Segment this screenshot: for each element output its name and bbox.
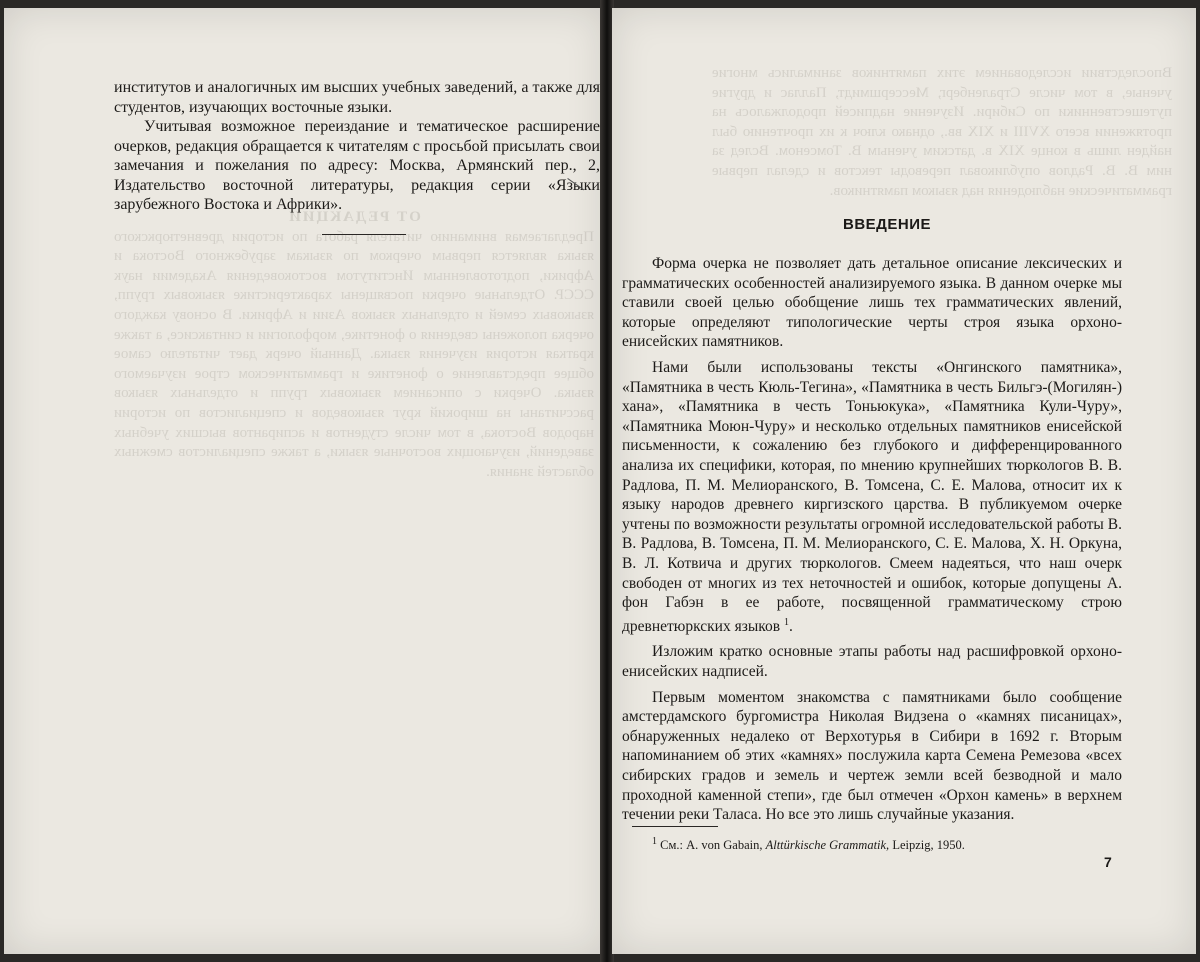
show-through-text: ОТ РЕДАКЦИИ Предлагаемая вниманию читателя работа по истории древнетюркского языка является первым очерком по языкам зарубежного Востока и Африки, подготовленным Институтом востоковедения Академии наук СССР. Отдельные очерки посвящены характеристике языковых групп, языковых семей и отдельных языков Азии и Африки. В основу каждого очерка положены сведения о фонетике, морфологии и синтаксисе, а также краткая история изучения языка. Данный очерк дает читателю самое общее представление о фонетике и грамматическом строе изучаемого языка. Очерки с описанием языковых групп и отдельных языков рассчитаны на широкий круг языковедов и специалистов по истории народов Востока, в том числе студентов и аспирантов высших учебных заведений, изучающих восточные языки, а также специалистов смежных областей знания. xyxy=(114,209,594,480)
section-divider xyxy=(322,234,406,235)
footnote-marker: 1 xyxy=(652,836,657,847)
left-paragraph: Учитывая возможное переиздание и тематическое расширение очерков, редакция обращается к читателям с просьбой присылать свои замечания и пожелания по адресу: Москва, Армянский пер., 2, Издательство восточной литературы, редакция серии «Языки зарубежного Востока и Африки». xyxy=(114,118,600,213)
right-page-text xyxy=(622,254,1122,831)
right-paragraph: Изложим кратко основные этапы работы над расшифровкой орхоно-енисейских надписей. xyxy=(622,643,1122,681)
right-page xyxy=(612,8,1196,954)
left-page xyxy=(4,8,604,954)
show-through-text: Впоследствии исследованием этих памятников занимались многие ученые, в том числе Страленберг, Мессершмидт, Паллас и другие путешественники по Сибири. Изучение надписей продолжалось на протяжении всего XVIII и XIX вв., однако ключ к их прочтению был найден лишь в конце XIX в. датским ученым В. Томсеном. Вслед за ним В. В. Радлов опубликовал переводы текстов и сделал первые грамматические наблюдения над языком памятников. xyxy=(712,65,1172,199)
page-number: 7 xyxy=(1104,854,1112,870)
left-page-text xyxy=(114,78,600,215)
right-paragraph: Нами были использованы тексты «Онгинского памятника», «Памятника в честь Кюль-Тегина», «Памятника в честь Бильгэ-(Могилян-) хана», «Памятника в честь Тоньюкука», «Памятника Кули-Чуру», «Памятника Моюн-Чуру» и несколько отдельных памятников енисейской письменности, к сожалению без глубокого и дифференцированного анализа их специфики, которая, по мнению крупнейших тюркологов В. В. Радлова, П. М. Мелиоранского, В. Томсена, С. Е. Малова, относит их к языку народов древнего киргизского царства. В публикуемом очерке учтены по возможности результаты огромной исследовательской работы В. В. Радлова, В. Томсена, П. М. Мелиоранского, С. Е. Малова, Х. Н. Оркуна, В. Л. Котвича и других тюркологов. Смеем надеяться, что наш очерк свободен от многих из тех неточностей и ошибок, которые допущены А. фон Габэн в ее работе, посвященной грамматическому строю древнетюркских языков $^1$. xyxy=(622,358,1122,635)
footnote-reference: 1 xyxy=(783,616,789,628)
footnote-tail: Leipzig, 1950. xyxy=(892,838,965,853)
right-paragraph: Первым моментом знакомства с памятниками было сообщение амстердамского бургомистра Николая Видзена о «камнях писаницах», обнаруженных недалеко от Верхотурья в Сибири в 1692 г. Вторым напоминанием об этих «камнях» послужила карта Семена Ремезова «всех сибирских градов и земель и чертеж земли всей безводной и мало проходной каменной степи», где был отмечен «Орхон камень» в верхнем течении реки Таласа. Но все это лишь случайные указания. xyxy=(622,688,1122,824)
right-paragraph-text: Нами были использованы тексты «Онгинского памятника», «Памятника в честь Кюль-Тегина», «Памятника в честь Бильгэ-(Могилян-) хана», «Памятника в честь Тоньюкука», «Памятника Кули-Чуру», «Памятника Моюн-Чуру» и несколько отдельных памятников енисейской письменности, к сожалению без глубокого и дифференцированного анализа их специфики, которая, по мнению крупнейших тюркологов В. В. Радлова, П. М. Мелиоранского, В. Томсена, С. Е. Малова, относит их к языку народов древнего киргизского царства. В публикуемом очерке учтены по возможности результаты огромной исследовательской работы В. В. Радлова, В. Томсена, П. М. Мелиоранского, С. Е. Малова, Х. Н. Оркуна, В. Л. Котвича и других тюркологов. Смеем надеяться, что наш очерк свободен от многих из тех неточностей и ошибок, которые допущены А. фон Габэн в ее работе, посвященной грамматическому строю древнетюркских языков xyxy=(622,358,1122,635)
footnote xyxy=(652,834,1112,853)
footnote-title: Alttürkische Grammatik, xyxy=(765,838,890,853)
left-paragraph: институтов и аналогичных им высших учебных заведений, а также для студентов, изучающих восточные языки. xyxy=(114,79,600,116)
chapter-heading: ВВЕДЕНИЕ xyxy=(843,216,931,233)
right-paragraph: Форма очерка не позволяет дать детальное описание лексических и грамматических особенностей анализируемого языка. В данном очерке мы ставили своей целью обобщение лишь тех грамматических явлений, которые определяют типологические черты строя языка орхоно-енисейских памятников. xyxy=(622,255,1122,351)
footnote-lead: См.: A. von Gabain, xyxy=(660,838,763,853)
footnote-divider xyxy=(632,826,718,827)
